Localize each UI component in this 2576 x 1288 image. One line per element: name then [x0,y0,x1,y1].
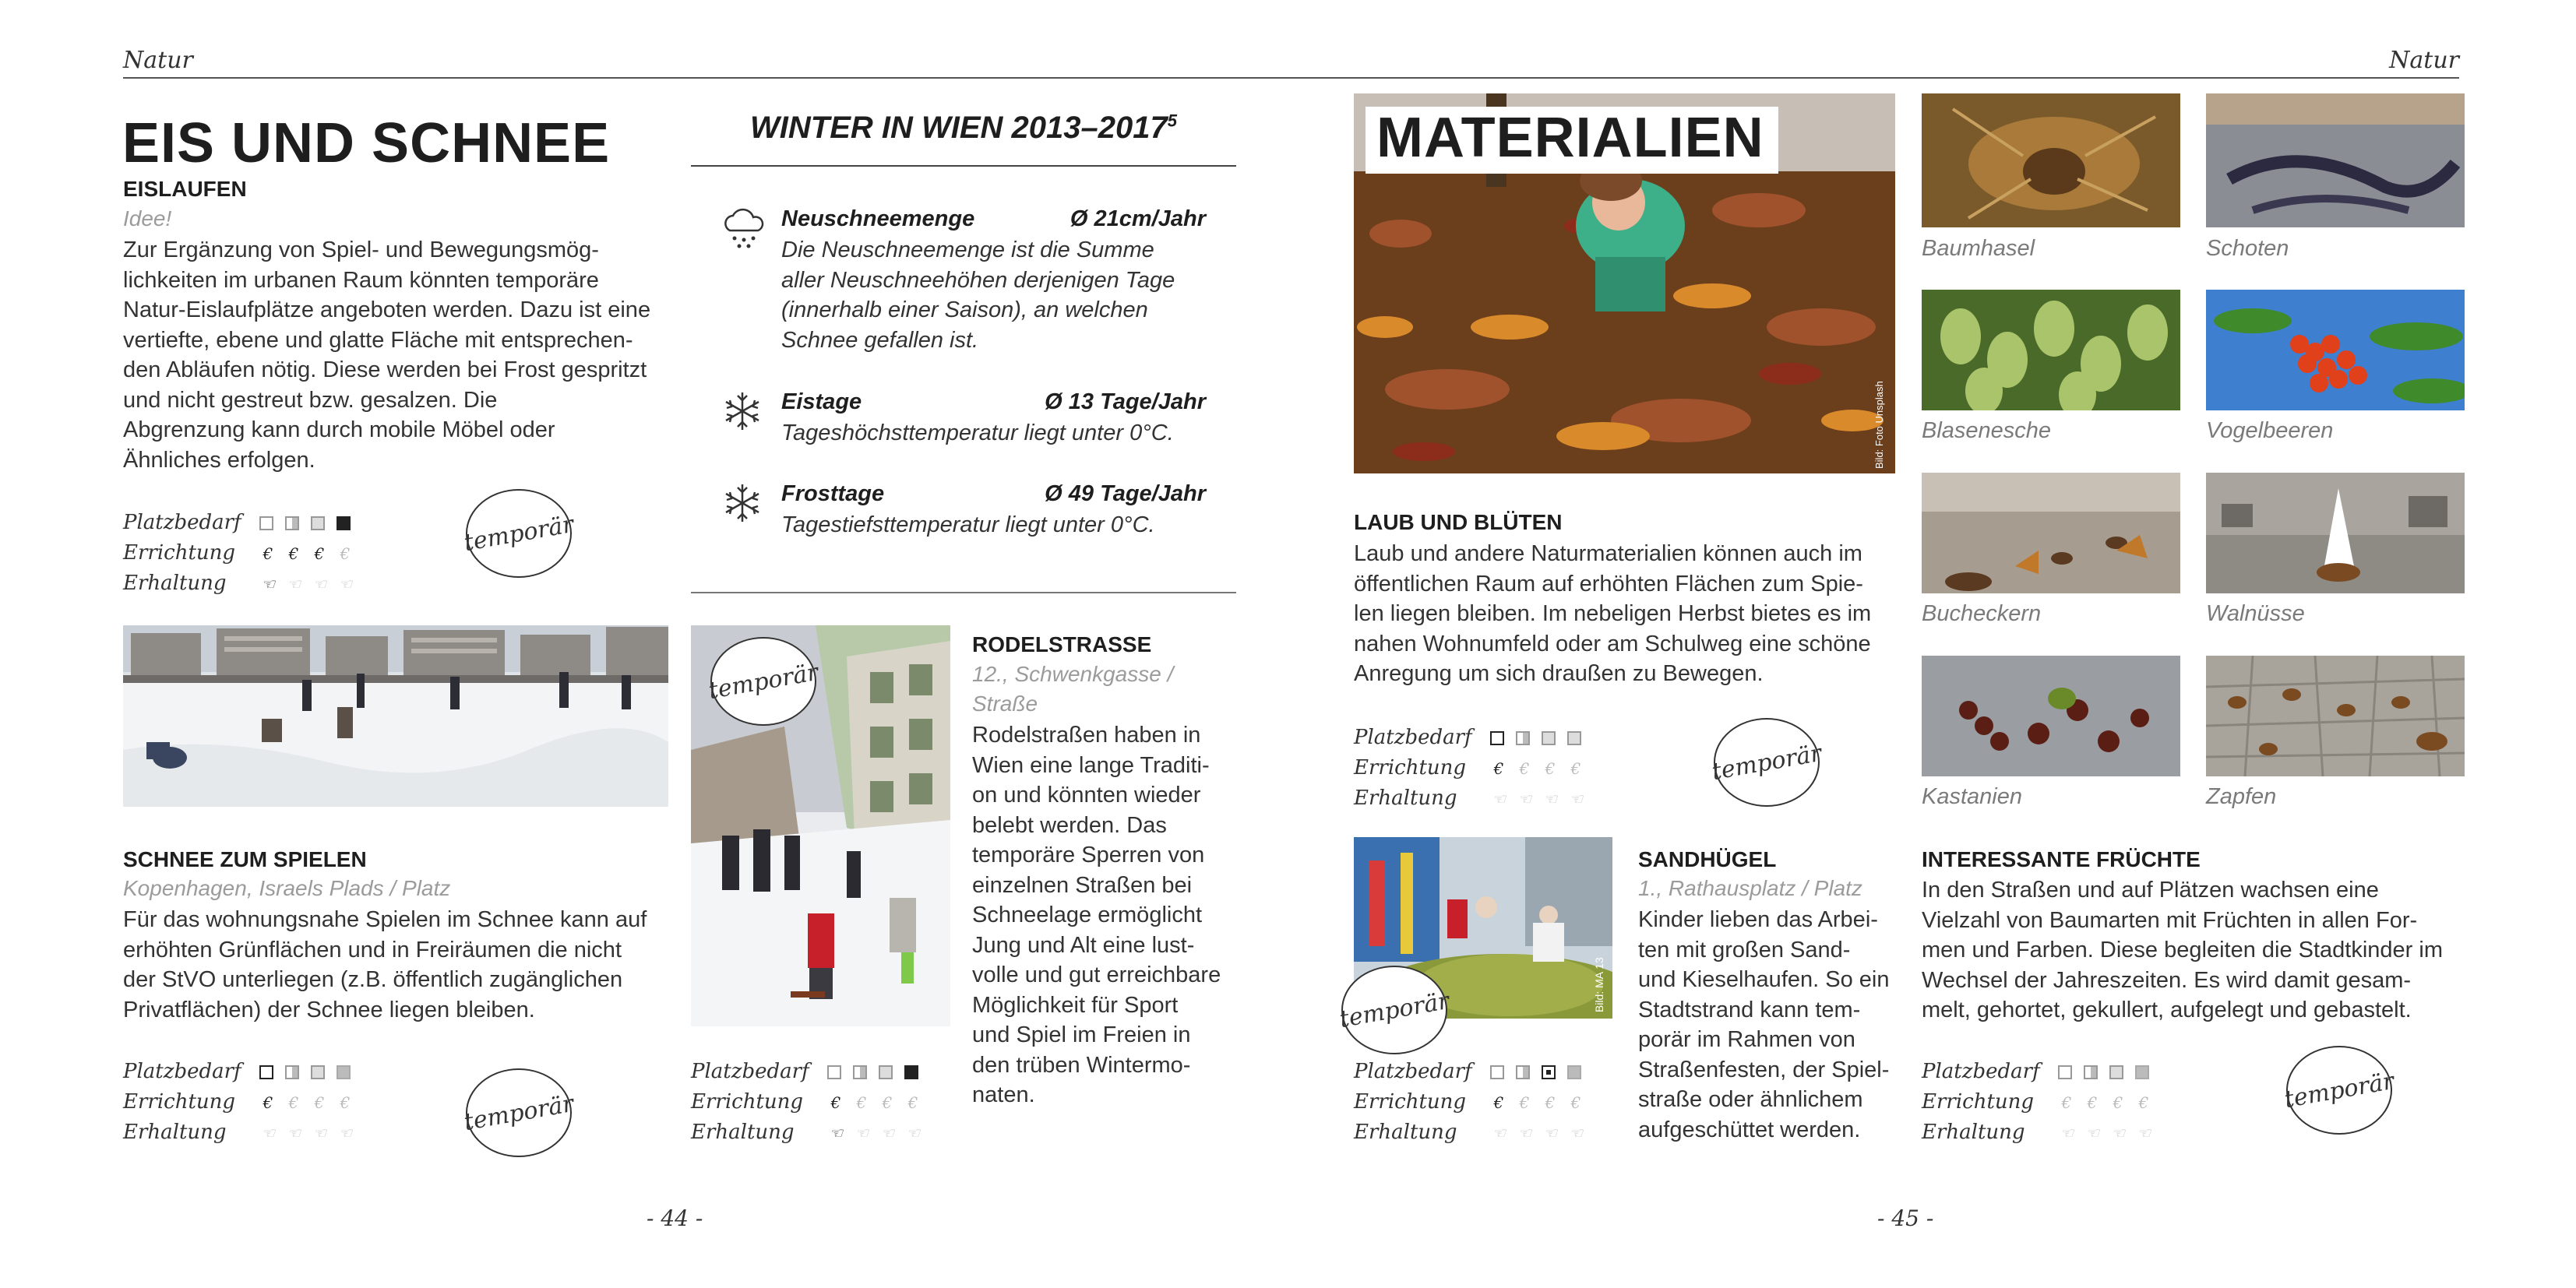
temporaer-stamp: temporär [1341,966,1447,1054]
gallery-label-1: Schoten [2206,236,2289,261]
photo-ice-rink [123,625,668,807]
rating-sand: Platzbedarf Errichtung € € € € Erhaltung ☜ ☜ ☜ ☜ [1354,1060,1583,1144]
sand-subtitle: 1., Rathausplatz / Platz [1638,876,1862,900]
stat-value-eistage: Ø 13 Tage/Jahr [1045,389,1206,414]
stat-value-neuschnee: Ø 21cm/Jahr [1070,206,1206,231]
gallery-photo-vogelbeeren [2206,290,2465,410]
gallery-photo-walnuesse [2206,473,2465,593]
temporaer-stamp: temporär [1714,718,1820,807]
winter-rule-top [691,165,1236,167]
rodel-text: Rodelstraßen haben in Wien eine lange Traditi- on und könnten wieder belebt werden. Das temporäre Sperren von einzelnen Straßen bei Schneelage ermöglicht Jung und Alt eine lust- volle und gut erreichbare Möglichkeit für Sport und Spiel im Freien in den trüben Wintermo- naten. [972,723,1221,1107]
gallery-photo-zapfen [2206,656,2465,776]
gallery-label-3: Vogelbeeren [2206,418,2334,443]
gallery-photo-schoten [2206,93,2465,227]
gallery-photo-kastanien [1922,656,2180,776]
snowflake-icon [721,481,764,529]
page-number-right: - 45 - [1877,1205,1934,1231]
gallery-label-6: Kastanien [1922,784,2022,809]
gallery-label-0: Baumhasel [1922,236,2035,261]
rating-fruechte: Platzbedarf Errichtung € € € € Erhaltung ☜ ☜ ☜ ☜ [1922,1060,2151,1144]
laub-text: Laub und andere Naturmaterialien können auch im öffentlichen Raum auf erhöhten Flächen zum Spie- len liegen bleiben. Im nebeligen Herbst bietes es im nahen Wohnumfeld oder am Schulweg eine schöne Anregung um sich draußen zu Bewegen. [1354,541,1872,686]
gallery-label-4: Bucheckern [1922,601,2042,626]
snowflake-icon [721,389,764,437]
stat-desc-neuschnee: Die Neuschneemenge ist die Summe aller Neuschneehöhen derjenigen Tage (innerhalb einer Saison), an welchen Schnee gefallen ist. [781,238,1175,353]
stat-desc-frosttage: Tagestiefsttemperatur liegt unter 0°C. [781,512,1155,537]
temporaer-stamp: temporär [2286,1046,2392,1135]
temporaer-stamp: temporär [710,637,816,726]
section-label-right: Natur [2389,47,2459,74]
schnee-subtitle: Kopenhagen, Israels Plads / Platz [123,876,451,900]
stat-value-frosttage: Ø 49 Tage/Jahr [1045,481,1206,506]
snow-cloud-icon [721,204,769,256]
gallery-label-7: Zapfen [2206,784,2277,809]
gallery-photo-blasenesche [1922,290,2180,410]
page-title-right: MATERIALIEN [1376,107,1764,169]
laub-heading: LAUB UND BLÜTEN [1354,510,1563,534]
gallery-photo-bucheckern [1922,473,2180,593]
schnee-text: Für das wohnungsnahe Spielen im Schnee kann auf erhöhten Grünflächen und in Freiräumen die nicht der StVO unterliegen (z.B. öffentlich zugänglichen Privatflächen) der Schnee liegen bleiben. [123,907,647,1022]
eislaufen-subtitle: Idee! [123,206,172,231]
photo-credit-sand: Bild: MA 13 [1593,957,1605,1012]
rating-rodel: Platzbedarf Errichtung € € € € Erhaltung ☜ ☜ ☜ ☜ [691,1060,920,1144]
rating-laub: Platzbedarf Errichtung € € € € Erhaltung ☜ ☜ ☜ ☜ [1354,726,1583,810]
eislaufen-heading: EISLAUFEN [123,177,247,201]
rodel-heading: RODELSTRASSE [972,632,1152,656]
eislaufen-text: Zur Ergänzung von Spiel- und Bewegungsmög- lichkeiten im urbanen Raum könnten temporäre Natur-Eislaufplätze angeboten werden. Dazu ist eine vertiefte, ebene und glatte Fläche mit entsprechen- den Abläufen nötig. Diese werden bei Frost gespritzt und nicht gestreut bzw. gesalzen. Die Abgrenzung kann durch mobile Möbel oder Ähnliches erfolgen. [123,238,651,473]
section-label-left: Natur [123,47,193,74]
rating-eislaufen: Platzbedarf Errichtung € € € € Erhaltung ☜ ☜ ☜ ☜ [123,511,352,595]
gallery-photo-baumhasel [1922,93,2180,227]
stat-name-frosttage: Frosttage [781,481,885,506]
winter-rule-bottom [691,592,1236,593]
page-number-left: - 44 - [647,1205,703,1231]
fruechte-heading: INTERESSANTE FRÜCHTE [1922,847,2201,871]
stat-name-neuschnee: Neuschneemenge [781,206,975,231]
gallery-label-2: Blasenesche [1922,418,2052,443]
temporaer-stamp: temporär [466,1068,572,1157]
sand-heading: SANDHÜGEL [1638,847,1777,871]
gallery-label-5: Walnüsse [2206,601,2305,626]
photo-credit-leaves: Bild: Foto Unsplash [1873,381,1885,469]
header-rule [123,77,2459,79]
temporaer-stamp: temporär [466,489,572,578]
fruechte-text: In den Straßen und auf Plätzen wachsen eine Vielzahl von Baumarten mit Früchten in allen For- men und Farben. Diese begleiten die Stadtkinder im Wechsel der Jahreszeiten. Es wird damit gesam- melt, gehortet, gekullert, aufgelegt und gebastelt. [1922,878,2443,1022]
schnee-heading: SCHNEE ZUM SPIELEN [123,847,367,871]
sand-text: Kinder lieben das Arbei- ten mit großen Sand- und Kieselhaufen. So ein Stadtstrand kann tem- porär im Rahmen von Straßenfesten, der Spiel- straße oder ähnlichem aufgeschüttet werden. [1638,907,1890,1142]
rating-schnee: Platzbedarf Errichtung € € € € Erhaltung ☜ ☜ ☜ ☜ [123,1060,352,1144]
winter-heading: WINTER IN WIEN 2013–2017$^5$ [750,111,1177,145]
stat-desc-eistage: Tageshöchsttemperatur liegt unter 0°C. [781,421,1174,445]
title-box-right [1366,107,1778,174]
stat-name-eistage: Eistage [781,389,862,414]
rodel-subtitle: 12., Schwenkgasse / Straße [972,662,1174,716]
page-title-left: EIS UND SCHNEE [122,112,611,174]
